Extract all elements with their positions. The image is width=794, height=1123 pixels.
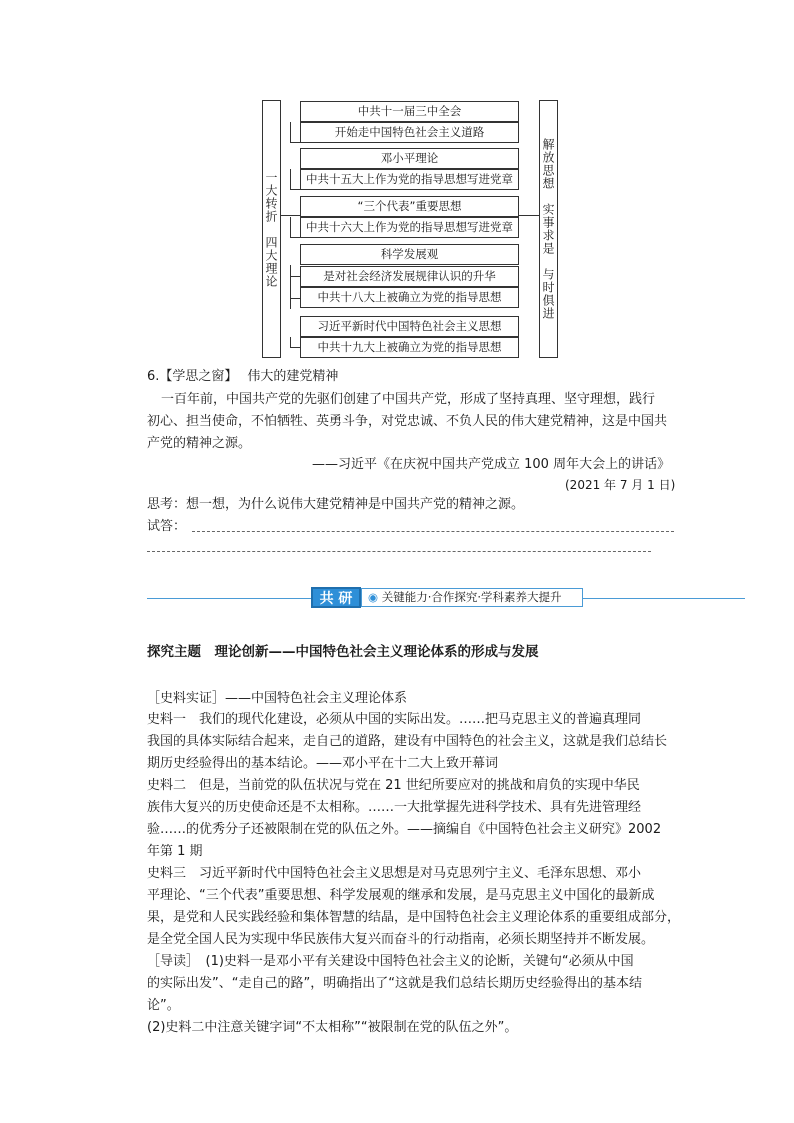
answer-label: 试答：: [147, 519, 187, 534]
material3-line1: 史料三 习近平新时代中国特色社会主义思想是对马克思列宁主义、毛泽东思想、邓小: [147, 866, 642, 881]
material2-line3: 验……的优秀分子还被限制在党的队伍之外。——摘编自《中国特色社会主义研究》2002: [147, 822, 662, 837]
material1-line1: 史料一 我们的现代化建设，必须从中国的实际出发。……把马克思主义的普遍真理同: [147, 712, 642, 727]
quote-source: ——习近平《在庆祝中国共产党成立 100 周年大会上的讲话》: [312, 457, 671, 472]
material2-line1: 史料二 但是，当前党的队伍状况与党在 21 世纪所要应对的挑战和肩负的实现中华民: [147, 778, 640, 793]
heading-tag: 【学思之窗】: [159, 369, 238, 384]
material3-line3: 果，是党和人民实践经验和集体智慧的结晶，是中国特色社会主义理论体系的重要组成部分，: [147, 910, 681, 925]
guide-line3: 论”。: [147, 998, 180, 1013]
left-label-box: 一大转折 四大理论: [262, 100, 281, 358]
group1-sub1: 开始走中国特色社会主义道路: [300, 122, 519, 143]
target-icon: ◉: [368, 590, 379, 604]
right-label-box: 解放思想 实事求是 与时俱进: [539, 100, 558, 358]
answer-line-2[interactable]: [147, 551, 651, 552]
guide-line2: 的实际出发”、“走自己的路”，明确指出了“这就是我们总结长期历史经验得出的基本结: [147, 976, 642, 991]
quote-line-3: 产党的精神之源。: [147, 436, 252, 451]
think-question: 思考：想一想，为什么说伟大建党精神是中国共产党的精神之源。: [147, 497, 525, 512]
group3-sub1: 中共十六大上作为党的指导思想写进党章: [300, 217, 519, 238]
group5-sub1: 中共十九大上被确立为党的指导思想: [300, 337, 519, 358]
group4-sub2: 中共十八大上被确立为党的指导思想: [300, 287, 519, 308]
group2-top: 邓小平理论: [300, 148, 519, 169]
group4-sub1: 是对社会经济发展规律认识的升华: [300, 266, 519, 287]
banner-tag: 共 研: [311, 587, 361, 608]
topic-title: 探究主题 理论创新——中国特色社会主义理论体系的形成与发展: [147, 644, 539, 660]
material1-line3: 期历史经验得出的基本结论。——邓小平在十二大上致开幕词: [147, 756, 499, 771]
guide-line1: ［导读］ (1)史料一是邓小平有关建设中国特色社会主义的论断，关键句“必须从中国: [147, 954, 634, 969]
material3-line4: 是全党全国人民为实现中华民族伟大复兴而奋斗的行动指南，必须长期坚持并不断发展。: [147, 932, 655, 947]
group5-top: 习近平新时代中国特色社会主义思想: [300, 316, 519, 337]
material1-line2: 我国的具体实际结合起来，走自己的道路，建设有中国特色的社会主义，这就是我们总结长: [147, 734, 668, 749]
material2-line2: 族伟大复兴的历史使命还是不太相称。……一大批掌握先进科学技术、具有先进管理经: [147, 800, 642, 815]
quote-date: (2021 年 7 月 1 日): [565, 478, 676, 492]
quote-line-1: 一百年前，中国共产党的先驱们创建了中国共产党，形成了坚持真理、坚守理想，践行: [161, 392, 656, 407]
group1-top: 中共十一届三中全会: [300, 101, 519, 122]
banner-rule-left: [147, 598, 312, 599]
banner-text-box: [361, 588, 583, 607]
guide-item2: (2)史料二中注意关键字词“不太相称”“被限制在党的队伍之外”。: [147, 1020, 518, 1035]
left-connector: [281, 215, 301, 216]
group4-top: 科学发展观: [300, 244, 519, 265]
group3-top: “三个代表”重要思想: [300, 196, 519, 217]
group2-sub1: 中共十五大上作为党的指导思想写进党章: [300, 169, 519, 190]
banner-text: 关键能力·合作探究·学科素养大提升: [381, 590, 562, 604]
quote-line-2: 初心、担当使命，不怕牺牲、英勇斗争，对党忠诚、不负人民的伟大建党精神，这是中国共: [147, 414, 668, 429]
right-connector: [519, 215, 539, 216]
evidence-heading: ［史料实证］——中国特色社会主义理论体系: [147, 691, 408, 706]
banner-rule-right: [583, 598, 745, 599]
heading-title: 伟大的建党精神: [247, 369, 339, 384]
answer-line-1[interactable]: [192, 531, 674, 532]
window-heading: [147, 368, 338, 386]
material2-line4: 年第 1 期: [147, 844, 203, 859]
material3-line2: 平理论、“三个代表”重要思想、科学发展观的继承和发展，是马克思主义中国化的最新成: [147, 888, 655, 903]
heading-number: 6.: [147, 369, 160, 384]
